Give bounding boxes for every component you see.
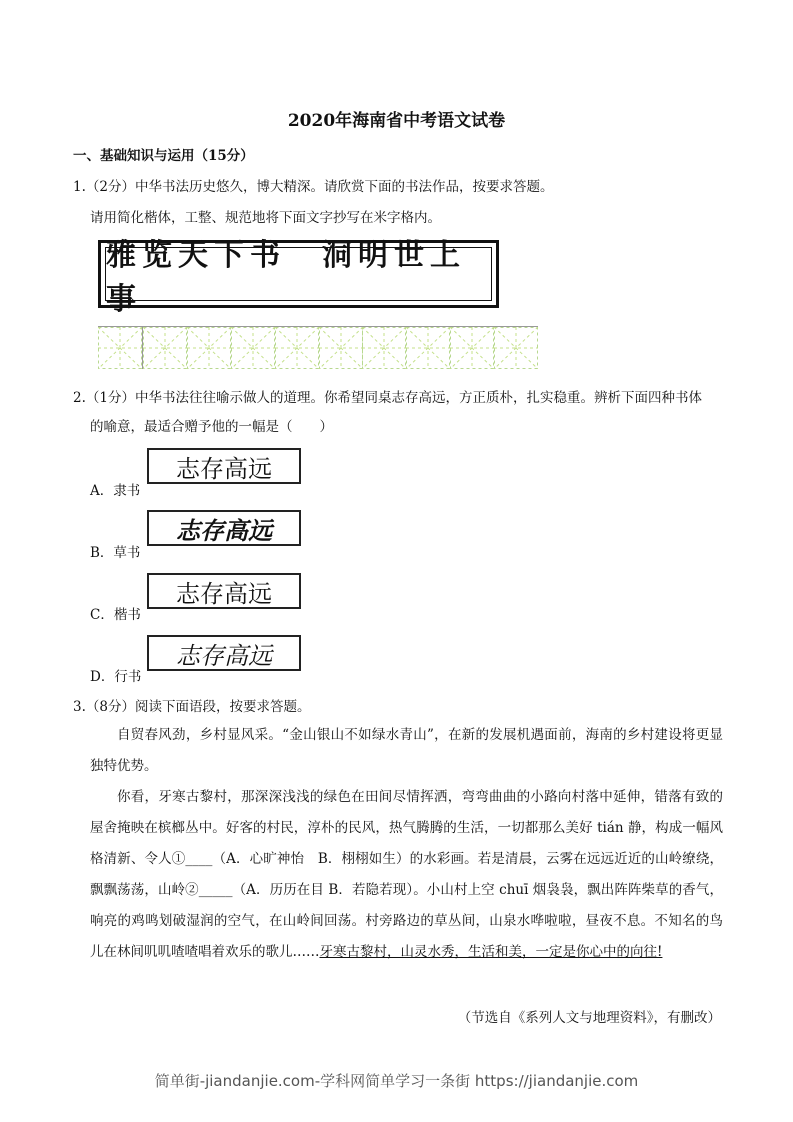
passage-text: 你看，牙寒古黎村，那深深浅浅的绿色在田间尽情挥洒，弯弯曲曲的小路向村落中延伸，错落有致的屋舍掩映在槟榔丛中。好客的村民，淳朴的民风，热气腾腾的生活，一切都那么美好 tián 静，构成一幅风格清新、令人①____（A．心旷神怡 B．栩栩如生）的水彩画。若是清晨，云雾在远远近近的山岭缭绕，飘飘荡荡，山岭②_____（A．历历在目 B．若隐若现）。小山村上空 chuī 烟袅袅，飘出阵阵柴草的香气，响亮的鸡鸣划破湿润的空气，在山岭间回荡。村旁路边的草丛间，山泉水哗啦啦，昼夜不息。不知名的鸟儿在林间叽叽喳喳唱着欢乐的歌儿…… [90,789,723,960]
calligraphy-banner [98,238,499,317]
mizige-writing-grid[interactable] [98,326,538,369]
question-3-stem: 3.（8分）阅读下面语段，按要求答题。 [73,699,311,715]
passage-source: （节选自《系列人文与地理资料》，有删改） [457,1010,721,1026]
option-a-label[interactable]: A．隶书 [90,483,141,499]
grid-cell[interactable] [494,327,538,369]
calligraphy-text: 雅览天下书 洞明世上事 [105,247,492,301]
option-b-label[interactable]: B．草书 [90,545,141,561]
question-1-stem: 1.（2分）中华书法历史悠久，博大精深。请欣赏下面的书法作品，按要求答题。 [73,179,554,195]
question-1-instruction: 请用简化楷体，工整、规范地将下面文字抄写在米字格内。 [90,210,441,226]
passage-paragraph-2 [90,782,723,968]
grid-cell[interactable] [406,327,450,369]
grid-cell[interactable] [275,327,319,369]
grid-cell[interactable] [450,327,494,369]
question-2-stem: 2.（1分）中华书法往往喻示做人的道理。你希望同桌志存高远，方正质朴，扎实稳重。辨析下面四种书体 [73,390,702,406]
grid-cell[interactable] [143,327,187,369]
page-title: 2020年海南省中考语文试卷 [287,111,506,131]
option-c-image: 志存高远 [147,573,301,609]
option-d-image: 志存高远 [147,635,301,671]
option-c-label[interactable]: C．楷书 [90,607,141,623]
watermark-footer: 简单街-jiandanjie.com-学科网简单学习一条街 https://jiandanjie.com [154,1072,639,1090]
grid-cell[interactable] [187,327,231,369]
option-d-label[interactable]: D．行书 [90,669,142,685]
option-b-image: 志存高远 [147,510,301,546]
passage-paragraph-1: 自贸春风劲，乡村显风采。“金山银山不如绿水青山”，在新的发展机遇面前，海南的乡村建设将更显独特优势。 [90,727,723,774]
option-a-image: 志存高远 [147,448,301,484]
question-2-stem-cont: 的喻意，最适合赠予他的一幅是（ ） [90,419,333,435]
grid-cell[interactable] [362,327,406,369]
reading-passage [90,720,723,968]
grid-cell[interactable] [98,327,143,369]
underlined-sentence: 牙寒古黎村，山灵水秀，生活和美，一定是你心中的向往! [319,944,663,960]
grid-cell[interactable] [319,327,363,369]
section-heading: 一、基础知识与运用（15分） [73,148,254,164]
grid-cell[interactable] [231,327,275,369]
